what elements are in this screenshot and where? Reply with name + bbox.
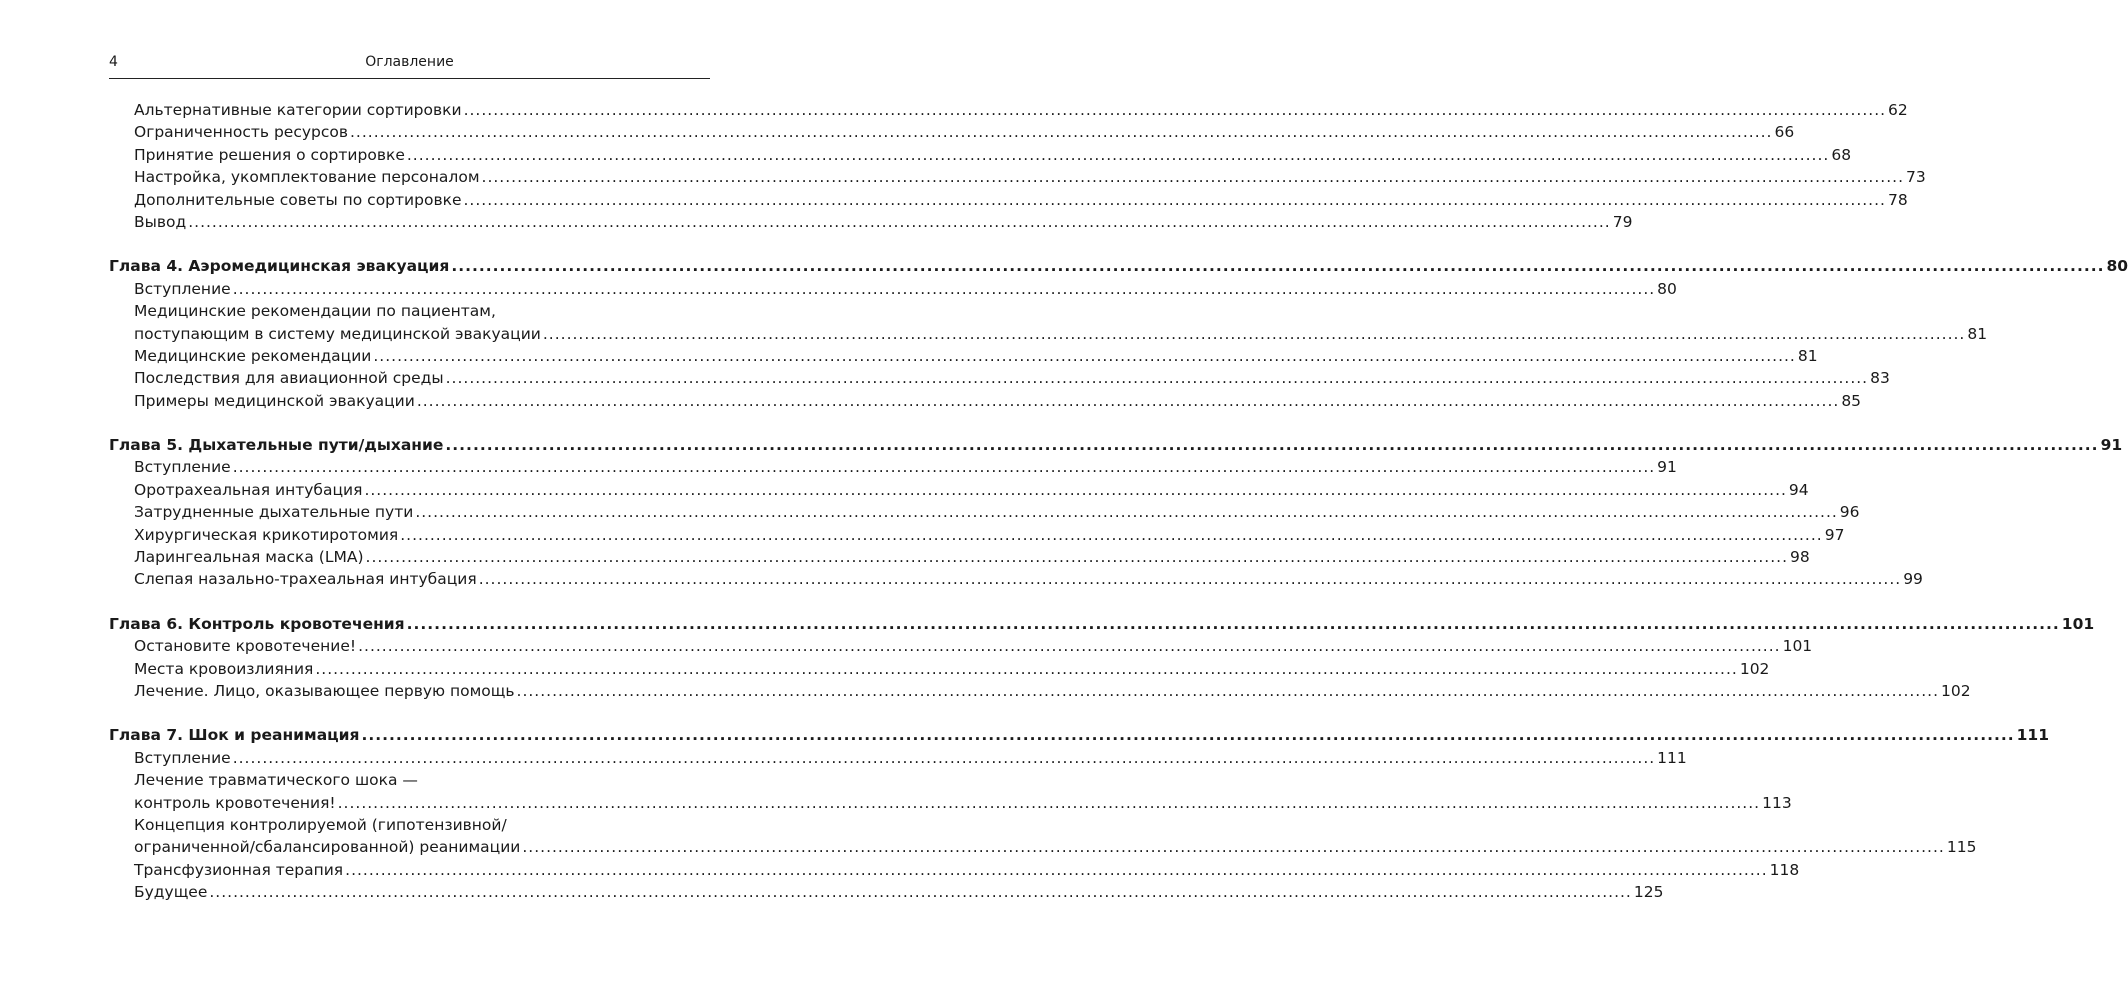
toc-chapter-title: Глава 4. Аэромедицинская эвакуация bbox=[109, 257, 450, 276]
toc-entry-title: Примеры медицинской эвакуации bbox=[134, 391, 415, 410]
toc-entry[interactable] bbox=[109, 747, 1687, 769]
toc-chapter-title: Глава 6. Контроль кровотечения bbox=[109, 614, 405, 633]
toc-entry-page: 83 bbox=[1870, 369, 1890, 388]
toc-entry[interactable] bbox=[109, 456, 1677, 478]
toc-entry[interactable] bbox=[109, 859, 1800, 881]
dot-leader bbox=[345, 859, 1767, 881]
toc-entry-title: контроль кровотечения! bbox=[134, 793, 336, 812]
toc-entry-page: 94 bbox=[1788, 480, 1809, 499]
toc-entry-page: 98 bbox=[1790, 548, 1810, 567]
toc-entry-page: 111 bbox=[1657, 748, 1687, 767]
toc-entry-title: Слепая назально-трахеальная интубация bbox=[134, 570, 477, 589]
toc-entry-page: 66 bbox=[1774, 123, 1795, 142]
table-of-contents bbox=[109, 99, 2128, 904]
toc-entry-line: Медицинские рекомендации по пациентам, bbox=[134, 302, 496, 321]
toc-entry-page: 97 bbox=[1824, 525, 1845, 544]
toc-entry-page: 85 bbox=[1841, 391, 1862, 410]
dot-leader bbox=[482, 166, 1904, 188]
toc-entry-page: 101 bbox=[1782, 637, 1813, 656]
toc-entry[interactable] bbox=[109, 479, 1809, 501]
toc-entry[interactable] bbox=[109, 881, 1664, 903]
dot-leader bbox=[479, 568, 1901, 590]
toc-entry[interactable] bbox=[109, 323, 1988, 345]
dot-leader bbox=[445, 434, 2098, 456]
toc-entry-title: Будущее bbox=[134, 883, 208, 902]
dot-leader bbox=[361, 724, 2014, 746]
toc-entry[interactable] bbox=[109, 792, 1792, 814]
toc-entry[interactable] bbox=[109, 367, 1890, 389]
toc-entry-page: 91 bbox=[1657, 458, 1677, 477]
toc-entry-title: Вступление bbox=[134, 748, 231, 767]
toc-entry-page: 102 bbox=[1739, 659, 1770, 678]
toc-entry-line: Лечение травматического шока — bbox=[134, 771, 418, 790]
toc-entry-title: Лечение. Лицо, оказывающее первую помощь bbox=[134, 681, 515, 700]
running-header bbox=[109, 54, 710, 79]
toc-chapter[interactable] bbox=[109, 434, 2123, 456]
toc-entry[interactable] bbox=[109, 144, 1852, 166]
toc-entry-title: Ларингеальная маска (LMA) bbox=[134, 548, 364, 567]
toc-entry-title: Хирургическая крикотиротомия bbox=[134, 525, 399, 544]
dot-leader bbox=[415, 501, 1837, 523]
dot-leader bbox=[366, 546, 1788, 568]
toc-entry[interactable] bbox=[109, 546, 1810, 568]
toc-entry-title: Затрудненные дыхательные пути bbox=[134, 503, 414, 522]
toc-entry[interactable] bbox=[109, 568, 1923, 590]
toc-entry[interactable] bbox=[109, 836, 1977, 858]
toc-entry-title: поступающим в систему медицинской эвакуации bbox=[134, 324, 541, 343]
toc-entry-page: 68 bbox=[1831, 145, 1852, 164]
toc-entry-title: Настройка, укомплектование персоналом bbox=[134, 168, 480, 187]
dot-leader bbox=[373, 345, 1795, 367]
toc-entry-title: Места кровоизлияния bbox=[134, 659, 314, 678]
toc-entry-page: 78 bbox=[1887, 190, 1908, 209]
dot-leader bbox=[451, 255, 2104, 277]
dot-leader bbox=[517, 680, 1939, 702]
toc-entry-line: Концепция контролируемой (гипотензивной/ bbox=[134, 815, 507, 834]
dot-leader bbox=[463, 189, 1885, 211]
toc-entry[interactable] bbox=[109, 166, 1926, 188]
toc-chapter[interactable] bbox=[109, 724, 2049, 746]
toc-entry-page: 81 bbox=[1967, 324, 1988, 343]
toc-entry-title: Альтернативные категории сортировки bbox=[134, 101, 462, 119]
toc-entry-title: Вывод bbox=[134, 212, 187, 231]
toc-entry-page: 81 bbox=[1797, 346, 1818, 365]
toc-chapter[interactable] bbox=[109, 613, 2095, 635]
toc-entry-page: 79 bbox=[1612, 212, 1633, 231]
page-number: 4 bbox=[109, 54, 118, 70]
toc-entry[interactable] bbox=[109, 680, 1971, 702]
dot-leader bbox=[407, 144, 1829, 166]
toc-entry[interactable] bbox=[109, 121, 1795, 143]
toc-entry-title: Остановите кровотечение! bbox=[134, 637, 357, 656]
toc-entry-title: Оротрахеальная интубация bbox=[134, 480, 363, 499]
toc-entry-title: Последствия для авиационной среды bbox=[134, 369, 444, 388]
toc-entry[interactable] bbox=[109, 211, 1633, 233]
toc-entry[interactable] bbox=[109, 345, 1818, 367]
dot-leader bbox=[543, 323, 1965, 345]
toc-entry-title: Медицинские рекомендации bbox=[134, 346, 372, 365]
toc-entry-page: 99 bbox=[1903, 570, 1923, 589]
toc-entry-page: 125 bbox=[1633, 883, 1664, 902]
toc-chapter-page: 111 bbox=[2016, 726, 2049, 745]
toc-chapter-title: Глава 7. Шок и реанимация bbox=[109, 726, 360, 745]
toc-entry-page: 96 bbox=[1839, 503, 1860, 522]
toc-chapter-page: 101 bbox=[2061, 614, 2095, 633]
dot-leader bbox=[315, 658, 1737, 680]
toc-entry-page: 62 bbox=[1888, 101, 1908, 119]
dot-leader bbox=[350, 121, 1772, 143]
toc-entry-title: ограниченной/сбалансированной) реанимации bbox=[134, 838, 521, 857]
toc-entry-title: Дополнительные советы по сортировке bbox=[134, 190, 462, 209]
toc-entry[interactable] bbox=[109, 390, 1862, 412]
dot-leader bbox=[233, 747, 1655, 769]
toc-entry[interactable] bbox=[109, 658, 1770, 680]
dot-leader bbox=[407, 613, 2060, 635]
toc-entry[interactable] bbox=[109, 189, 1908, 211]
dot-leader bbox=[338, 792, 1760, 814]
toc-entry-page: 80 bbox=[1657, 279, 1677, 298]
dot-leader bbox=[417, 390, 1839, 412]
dot-leader bbox=[522, 836, 1944, 858]
toc-entry-title: Ограниченность ресурсов bbox=[134, 123, 348, 142]
toc-chapter[interactable] bbox=[109, 255, 2128, 277]
dot-leader bbox=[364, 479, 1786, 501]
toc-entry-title: Трансфузионная терапия bbox=[134, 860, 344, 879]
dot-leader bbox=[233, 278, 1655, 300]
toc-entry[interactable] bbox=[109, 99, 1908, 121]
toc-chapter-title: Глава 5. Дыхательные пути/дыхание bbox=[109, 436, 444, 455]
dot-leader bbox=[400, 524, 1822, 546]
toc-chapter-page: 91 bbox=[2100, 436, 2123, 455]
toc-entry-title: Вступление bbox=[134, 458, 231, 477]
dot-leader bbox=[233, 456, 1655, 478]
toc-entry-page: 102 bbox=[1941, 681, 1971, 700]
dot-leader bbox=[188, 211, 1610, 233]
toc-entry[interactable] bbox=[109, 278, 1677, 300]
dot-leader bbox=[209, 881, 1631, 903]
dot-leader bbox=[358, 635, 1780, 657]
dot-leader bbox=[464, 99, 1886, 121]
toc-entry-title: Вступление bbox=[134, 279, 231, 298]
toc-entry[interactable] bbox=[109, 501, 1860, 523]
running-title: Оглавление bbox=[365, 54, 454, 70]
dot-leader bbox=[446, 367, 1868, 389]
toc-entry[interactable] bbox=[109, 635, 1813, 657]
toc-entry[interactable] bbox=[109, 524, 1845, 546]
toc-entry-title: Принятие решения о сортировке bbox=[134, 145, 405, 164]
toc-entry-page: 115 bbox=[1946, 838, 1977, 857]
toc-entry-page: 118 bbox=[1769, 860, 1800, 879]
toc-chapter-page: 80 bbox=[2106, 257, 2128, 276]
toc-entry-page: 73 bbox=[1906, 168, 1926, 187]
toc-entry-page: 113 bbox=[1762, 793, 1792, 812]
